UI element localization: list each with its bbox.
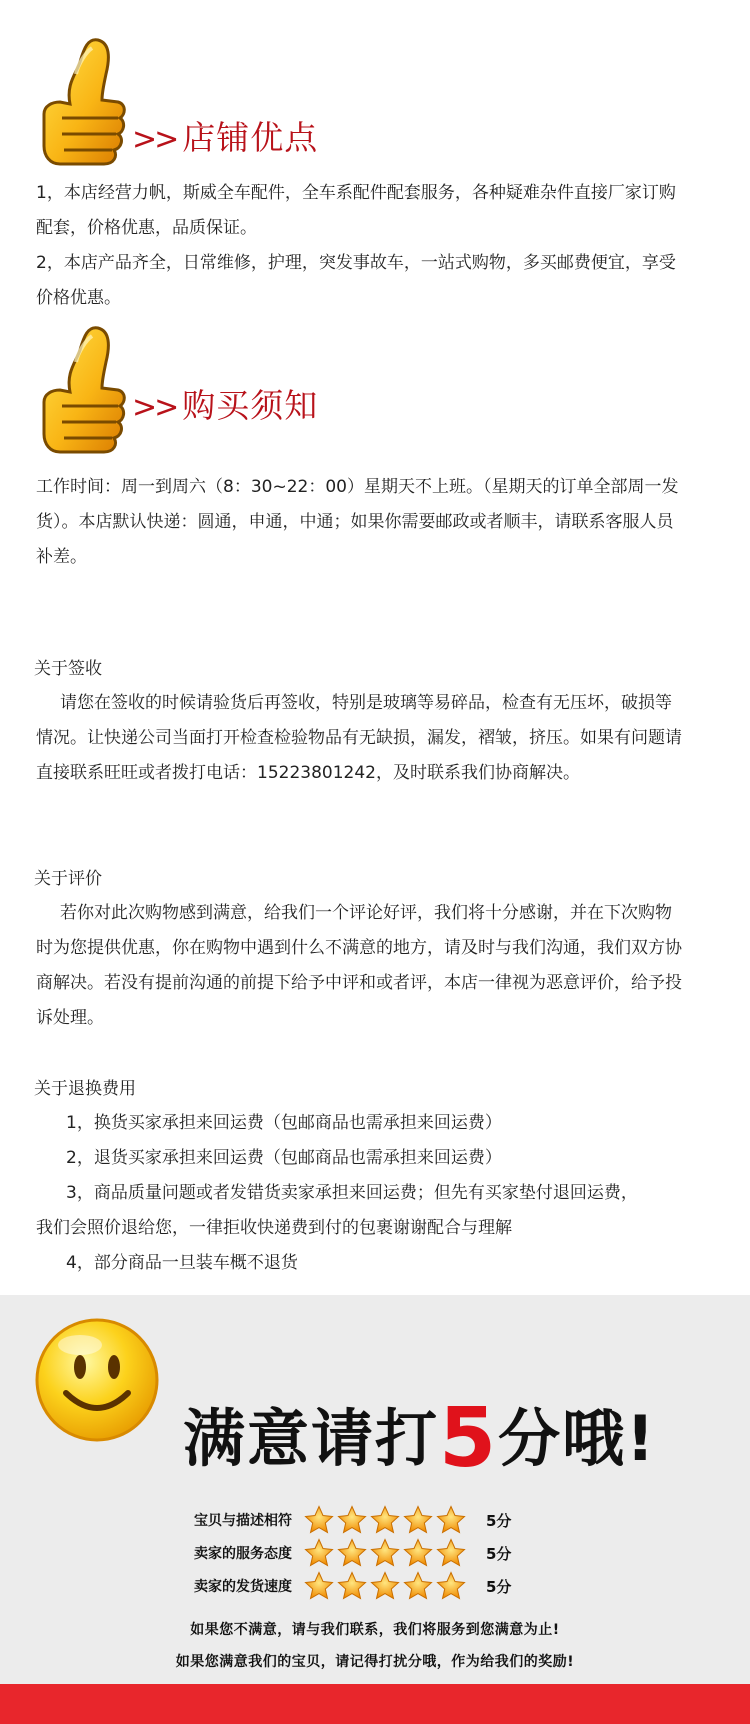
rating-slogan xyxy=(183,1385,657,1486)
star-icon xyxy=(337,1505,367,1535)
receipt-body: 请您在签收的时候请验货后再签收，特别是玻璃等易碎品，检查有无压坏，破损等情况。让快递公司当面打开检查检验物品有无缺损，漏发，褶皱，挤压。如果有问题请直接联系旺旺或者拨打电话：15223801242，及时联系我们协商解决。 xyxy=(36,693,682,783)
refund-item: 我们会照价退给您，一律拒收快递费到付的包裹谢谢配合与理解 xyxy=(36,1218,512,1238)
shop-advantages-list xyxy=(36,176,686,316)
footer-line-satisfied: 如果您满意我们的宝贝，请记得打扰分哦，作为给我们的奖励! xyxy=(175,1654,575,1670)
title-text: 购买须知 xyxy=(182,386,319,425)
smiley-face-icon xyxy=(32,1315,162,1445)
star-icon xyxy=(403,1505,433,1535)
refund-item: 1，换货买家承担来回运费（包邮商品也需承担来回运费） xyxy=(66,1113,502,1133)
star-icon xyxy=(370,1505,400,1535)
star-icon xyxy=(403,1571,433,1601)
rating-label: 宝贝与描述相符 xyxy=(194,1513,292,1529)
rating-row-service xyxy=(194,1538,511,1568)
star-group xyxy=(304,1538,474,1568)
title-arrows: >> xyxy=(132,390,177,425)
star-icon xyxy=(436,1505,466,1535)
star-icon xyxy=(403,1538,433,1568)
star-icon xyxy=(304,1571,334,1601)
star-icon xyxy=(370,1538,400,1568)
rating-score: 5分 xyxy=(486,1577,512,1596)
review-body: 若你对此次购物感到满意，给我们一个评论好评，我们将十分感谢，并在下次购物时为您提供优惠，你在购物中遇到什么不满意的地方，请及时与我们沟通，我们双方协商解决。若没有提前沟通的前提下给予中评和或者评，本店一律视为恶意评价，给予投诉处理。 xyxy=(36,903,682,1028)
slogan-number: 5 xyxy=(439,1391,499,1486)
refund-item: 3，商品质量问题或者发错货卖家承担来回运费；但先有买家垫付退回运费， xyxy=(66,1183,638,1203)
thumbs-up-icon xyxy=(36,34,126,170)
refund-item: 2，退货买家承担来回运费（包邮商品也需承担来回运费） xyxy=(66,1148,502,1168)
title-text: 店铺优点 xyxy=(182,118,319,157)
work-time-text: 工作时间：周一到周六（8：30~22：00）星期天不上班。（星期天的订单全部周一发货）。本店默认快递：圆通，申通，中通；如果你需要邮政或者顺丰，请联系客服人员补差。 xyxy=(36,477,679,567)
star-icon xyxy=(370,1571,400,1601)
bottom-red-bar xyxy=(0,1684,750,1724)
rating-row-description xyxy=(194,1505,511,1535)
receipt-heading: 关于签收 xyxy=(34,659,102,679)
rating-label: 卖家的服务态度 xyxy=(194,1546,292,1562)
slogan-pre: 满意请打 xyxy=(183,1402,440,1475)
advantage-item: 2，本店产品齐全，日常维修，护理，突发事故车，一站式购物，多买邮费便宜，享受价格优惠。 xyxy=(36,253,676,308)
rating-panel xyxy=(0,1295,750,1684)
review-heading: 关于评价 xyxy=(34,869,102,889)
star-icon xyxy=(436,1538,466,1568)
rating-row-shipping xyxy=(194,1571,511,1601)
slogan-post: 分哦! xyxy=(498,1402,657,1475)
thumbs-up-icon xyxy=(36,322,126,458)
star-group xyxy=(304,1505,474,1535)
refund-heading: 关于退换费用 xyxy=(34,1079,136,1099)
star-group xyxy=(304,1571,474,1601)
refund-item: 4，部分商品一旦装车概不退货 xyxy=(66,1253,298,1273)
star-icon xyxy=(304,1538,334,1568)
star-icon xyxy=(304,1505,334,1535)
rating-score: 5分 xyxy=(486,1544,512,1563)
section-title-shop-advantages xyxy=(132,112,318,159)
rating-label: 卖家的发货速度 xyxy=(194,1579,292,1595)
refund-list xyxy=(36,1106,686,1281)
rating-score: 5分 xyxy=(486,1511,512,1530)
star-icon xyxy=(337,1538,367,1568)
footer-line-unsatisfied: 如果您不满意，请与我们联系，我们将服务到您满意为止! xyxy=(190,1622,560,1638)
advantage-item: 1，本店经营力帆，斯威全车配件，全车系配件配套服务，各种疑难杂件直接厂家订购配套，价格优惠，品质保证。 xyxy=(36,183,676,238)
star-icon xyxy=(337,1571,367,1601)
section-title-purchase-notice xyxy=(132,380,318,427)
star-icon xyxy=(436,1571,466,1601)
title-arrows: >> xyxy=(132,122,177,157)
